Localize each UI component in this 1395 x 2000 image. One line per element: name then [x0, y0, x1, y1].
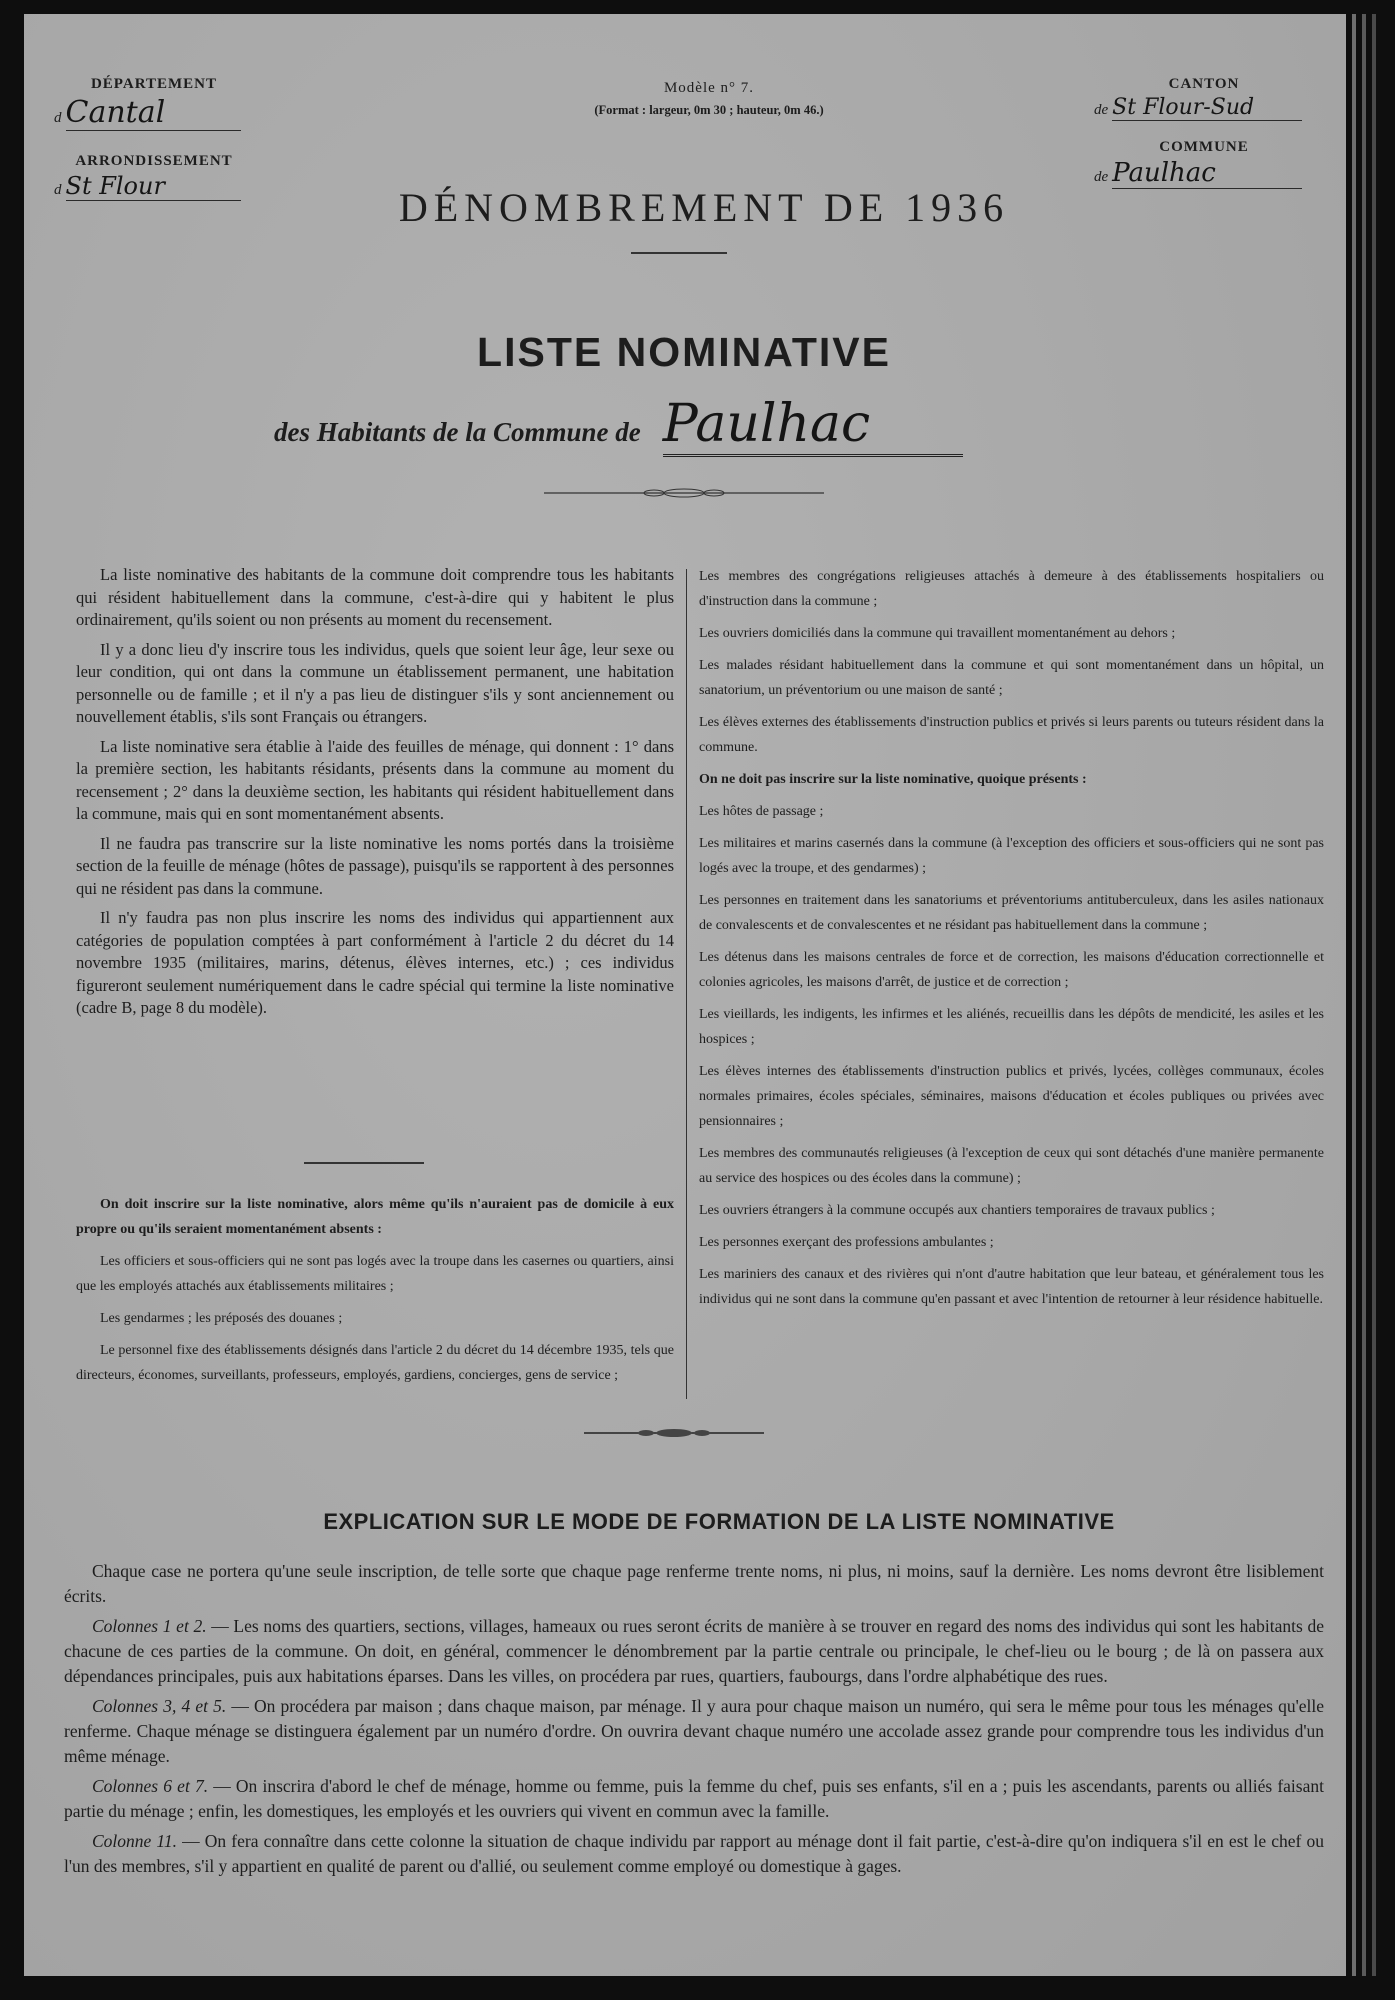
excl-item-7: Les membres des communautés religieuses (à l'exception de ceux qui sont détachés d'une manière permanente au service des hospices ou des écoles dans la commune) ;	[699, 1146, 1324, 1186]
explication-section-4	[64, 1829, 1324, 1879]
canton-prefix: de	[1094, 102, 1109, 118]
commune-value: Paulhac	[1112, 158, 1302, 189]
ornament-divider-middle	[584, 1426, 764, 1444]
right-item-3: Les malades résidant habituellement dans la commune et qui sont momentanément dans un hôpital, un sanatorium, un préventorium ou une maison de santé ;	[699, 658, 1324, 698]
section-4-text: — On fera connaître dans cette colonne la situation de chaque individu par rapport au ménage dont il fait partie, c'est-à-dire qu'on indiquera s'il en est le chef ou l'un des membres, s'il y appartient en qualité de parent ou d'allié, ou seulement comme employé ou domestique à gages.	[64, 1831, 1324, 1876]
explication-section-1	[64, 1614, 1324, 1689]
left-paragraph-1: La liste nominative des habitants de la commune doit comprendre tous les habitants qui résident habituellement dans la commune, c'est-à-dire qui y habitent le plus ordinairement, qu'ils soient ou non présents au moment du recensement.	[76, 565, 674, 629]
modele-number: Modèle n° 7.	[663, 80, 755, 96]
section-4-label: Colonne 11.	[92, 1831, 178, 1851]
excl-item-8: Les ouvriers étrangers à la commune occupés aux chantiers temporaires de travaux publics ;	[699, 1203, 1215, 1218]
census-page	[24, 14, 1346, 1976]
column-separator	[686, 569, 687, 1399]
page-edge-3	[1372, 14, 1376, 1976]
left-note-item-1: Les officiers et sous-officiers qui ne sont pas logés avec la troupe dans les casernes ou quartiers, ainsi que les employés attachés aux établissements militaires ;	[76, 1254, 674, 1294]
excl-item-10: Les mariniers des canaux et des rivières qui n'ont d'autre habitation que leur bateau, et généralement tous les individus qui ne sont dans la commune qu'en passant et avec l'intention de retourner à leur résidence habituelle.	[699, 1267, 1324, 1307]
section-1-text: — Les noms des quartiers, sections, villages, hameaux ou rues seront écrits de manière à se trouver en regard des noms des individus qui sont les habitants de chacune de ces parties de la commune. On doit, en général, commencer le dénombrement par la partie centrale ou principale, le chef-lieu ou le bourg ; de là on passera aux dépendances principales, puis aux habitations éparses. Dans les villes, on procédera par rues, quartiers, faubourgs, dans l'ordre alphabétique des rues.	[64, 1616, 1324, 1686]
left-paragraph-2: Il y a donc lieu d'y inscrire tous les individus, quels que soient leur âge, leur sexe ou leur condition, qui ont dans la commune un établissement permanent, une habitation personnelle ou de famille ; et il n'y a pas lieu de distinguer s'ils y sont anciennement ou nouvellement établis, s'ils sont Français ou étrangers.	[76, 639, 674, 726]
section-3-label: Colonnes 6 et 7.	[92, 1776, 209, 1796]
page-edge-1	[1352, 14, 1356, 1976]
left-column-divider	[304, 1162, 424, 1164]
census-title: DÉNOMBREMENT DE 1936	[398, 185, 1010, 230]
right-item-2: Les ouvriers domiciliés dans la commune qui travaillent momentanément au dehors ;	[699, 626, 1176, 641]
explication-body	[64, 1559, 1324, 1884]
left-note-heading: On doit inscrire sur la liste nominative, alors même qu'ils n'auraient pas de domicile à eux propre ou qu'ils seraient momentanément absents :	[76, 1197, 674, 1237]
excl-item-1: Les hôtes de passage ;	[699, 804, 824, 819]
section-1-label: Colonnes 1 et 2.	[92, 1616, 207, 1636]
explication-section-2	[64, 1694, 1324, 1769]
subtitle-line	[274, 394, 1124, 457]
left-column	[76, 564, 674, 1027]
left-note-item-2: Les gendarmes ; les préposés des douanes ;	[100, 1311, 343, 1326]
arrondissement-value: St Flour	[66, 172, 241, 201]
header-left	[54, 76, 254, 201]
right-item-1: Les membres des congrégations religieuses attachés à demeure à des établissements hospitaliers ou d'instruction dans la commune ;	[699, 569, 1324, 609]
header-right	[1094, 76, 1314, 189]
left-paragraph-3: La liste nominative sera établie à l'aide des feuilles de ménage, qui donnent : 1° dans la première section, les habitants résidants, présents dans la commune au moment du recensement ; 2° dans la deuxième section, les habitants qui résident habituellement dans la commune, mais qui en sont momentanément absents.	[76, 736, 674, 823]
section-3-text: — On inscrira d'abord le chef de ménage, homme ou femme, puis la femme du chef, puis ses enfants, s'il en a ; puis les ascendants, parents ou alliés faisant partie du ménage ; enfin, les domestiques, les employés et les ouvriers qui vivent en commun avec la famille.	[64, 1776, 1324, 1821]
commune-prefix: de	[1094, 169, 1109, 185]
canton-value: St Flour-Sud	[1112, 95, 1302, 121]
ornament-svg	[544, 487, 824, 499]
excl-item-2: Les militaires et marins casernés dans la commune (à l'exception des officiers et sous-officiers qui ne sont pas logés avec la troupe, et des gendarmes) ;	[699, 836, 1324, 876]
right-column	[699, 564, 1324, 1319]
commune-handwritten: Paulhac	[663, 394, 963, 457]
excl-item-6: Les élèves internes des établissements d'instruction publics et privés, lycées, collèges communaux, écoles normales primaires, écoles spéciales, séminaires, maisons d'éducation et écoles publiques ou privées avec pensionnaires ;	[699, 1064, 1324, 1129]
ornament-divider-top	[544, 486, 824, 504]
left-paragraph-5: Il n'y faudra pas non plus inscrire les noms des individus qui appartiennent aux catégories de population comptées à part conformément à l'article 2 du décret du 14 novembre 1935 (militaires, marins, détenus, élèves internes, etc.) ; ces individus figureront seulement numériquement dans le cadre spécial qui termine la liste nominative (cadre B, page 8 du modèle).	[76, 908, 674, 1017]
left-note	[76, 1192, 674, 1395]
excl-item-3: Les personnes en traitement dans les sanatoriums et préventoriums antituberculeux, dans les asiles nationaux de convalescents et de convalescentes et ne résidant pas habituellement dans la commune ;	[699, 893, 1324, 933]
left-note-item-3: Le personnel fixe des établissements désignés dans l'article 2 du décret du 14 décembre 1935, tels que directeurs, économes, surveillants, professeurs, employés, gardiens, concierges, gens de service ;	[76, 1343, 674, 1383]
subtitle-text: des Habitants de la Commune de	[274, 417, 641, 447]
canton-label: CANTON	[1168, 76, 1240, 92]
commune-label: COMMUNE	[1159, 139, 1249, 155]
section-2-label: Colonnes 3, 4 et 5.	[92, 1696, 227, 1716]
header-center	[484, 80, 934, 118]
explication-intro: Chaque case ne portera qu'une seule inscription, de telle sorte que chaque page renferme trente noms, ni plus, ni moins, sauf la dernière. Les noms devront être lisiblement écrits.	[64, 1561, 1324, 1606]
excl-item-9: Les personnes exerçant des professions ambulantes ;	[699, 1235, 994, 1250]
left-paragraph-4: Il ne faudra pas transcrire sur la liste nominative les noms portés dans la troisième section de la feuille de ménage (hôtes de passage), puisqu'ils se rapportent à des personnes qui ne résident pas dans la commune.	[76, 833, 674, 898]
right-item-4: Les élèves externes des établissements d'instruction publics et privés si leurs parents ou tuteurs résident dans la commune.	[699, 715, 1324, 755]
departement-value: Cantal	[66, 95, 241, 131]
departement-prefix: d	[54, 110, 62, 126]
arrondissement-prefix: d	[54, 182, 62, 198]
explication-title: EXPLICATION SUR LE MODE DE FORMATION DE LA LISTE NOMINATIVE	[323, 1509, 1115, 1534]
arrondissement-label: ARRONDISSEMENT	[75, 153, 233, 169]
liste-nominative-title: LISTE NOMINATIVE	[477, 329, 891, 375]
format-note: (Format : largeur, 0m 30 ; hauteur, 0m 46.)	[594, 103, 824, 117]
ornament-svg-middle	[584, 1427, 764, 1439]
exclusion-heading: On ne doit pas inscrire sur la liste nominative, quoique présents :	[699, 772, 1087, 787]
page-edge-2	[1362, 14, 1366, 1976]
excl-item-4: Les détenus dans les maisons centrales de force et de correction, les maisons d'éducation correctionnelle et colonies agricoles, les maisons d'arrêt, de justice et de correction ;	[699, 950, 1324, 990]
explication-section-3	[64, 1774, 1324, 1824]
section-2-text: — On procédera par maison ; dans chaque maison, par ménage. Il y aura pour chaque maison un numéro, qui sera le même pour tous les ménages qu'elle renferme. Chaque ménage se distinguera également par un numéro d'ordre. On ouvrira devant chaque numéro une accolade assez grande pour comprendre tous les individus d'un même ménage.	[64, 1696, 1324, 1766]
excl-item-5: Les vieillards, les indigents, les infirmes et les aliénés, recueillis dans les dépôts de mendicité, les asiles et les hospices ;	[699, 1007, 1324, 1047]
title-underline	[631, 252, 727, 254]
departement-label: DÉPARTEMENT	[90, 76, 218, 92]
